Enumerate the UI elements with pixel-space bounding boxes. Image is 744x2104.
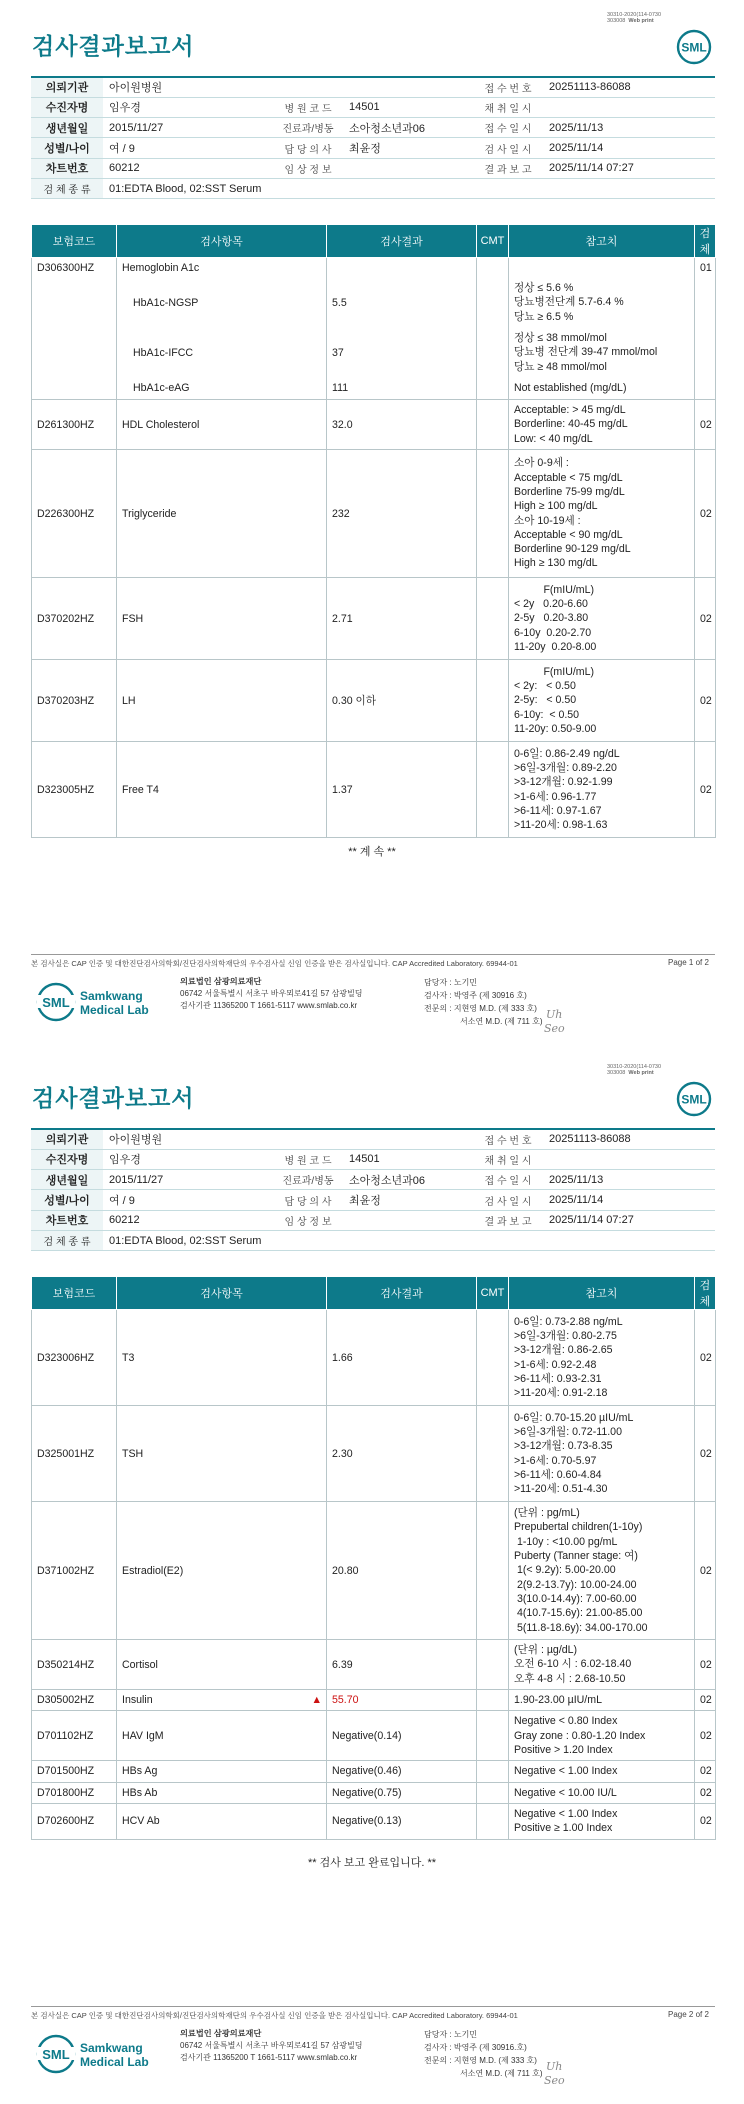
- row-item: Triglyceride: [117, 450, 327, 578]
- doctor-value: 최윤정: [343, 1190, 473, 1210]
- row-cmt: [477, 1761, 509, 1782]
- row-specimen: 02: [695, 1310, 716, 1406]
- row-ref: 정상 ≤ 5.6 % 당뇨병전단계 5.7-6.4 % 당뇨 ≥ 6.5 %: [509, 278, 695, 328]
- row-result: 111: [327, 378, 477, 400]
- row-code: D701102HZ: [32, 1711, 117, 1761]
- report-page-2: [0, 1052, 744, 2104]
- row-result: [327, 1406, 477, 1502]
- dept-label: 진료과/병동: [273, 1170, 343, 1190]
- specimen-label: 검 체 종 류: [31, 1230, 103, 1250]
- footer-lab-info: [180, 2028, 363, 2064]
- staff-manager: 담당자 : 노기민: [424, 978, 478, 987]
- sml-logo-icon: [675, 1080, 713, 1118]
- dept-value: 소아청소년과06: [343, 1170, 473, 1190]
- item-label: Insulin: [122, 1694, 153, 1707]
- collect-date-value: [543, 97, 715, 117]
- hospital-code-label: 병 원 코 드: [273, 1149, 343, 1169]
- row-ref: (단위 : pg/mL) Prepubertal children(1-10y) 1-10y : <10.00 pg/mL Puberty (Tanner stage: 여) 1(< 9.2y): 5.00-20.00 2(9.2-13.7y): 10.00-24.00 3(10.0-14.4y): 7.00-60.00 4(10.7-15.6y): 21.00-85.00 5(11.8-18.6y): 34.00-170.00: [509, 1502, 695, 1640]
- institution-value: 아이원병원: [103, 77, 473, 97]
- row-item: HbA1c-eAG: [117, 378, 327, 400]
- row-result: 37: [327, 328, 477, 378]
- row-code: D323006HZ: [32, 1310, 117, 1406]
- footer-divider: [31, 2006, 715, 2007]
- report-date-label: 결 과 보 고: [473, 1210, 543, 1230]
- staff-specialist-1: 전문의 : 지현영 M.D. (제 333 호): [424, 2056, 537, 2065]
- row-code: D701500HZ: [32, 1761, 117, 1782]
- report-date-label: 결 과 보 고: [473, 158, 543, 178]
- row-code: D305002HZ: [32, 1690, 117, 1711]
- report-date-value: 2025/11/14 07:27: [543, 158, 715, 178]
- row-code: D350214HZ: [32, 1640, 117, 1690]
- form-code-web: Web print: [628, 1070, 654, 1076]
- row-specimen: 02: [695, 1690, 716, 1711]
- row-code: D323005HZ: [32, 742, 117, 838]
- col-header-cmt: CMT: [477, 1277, 509, 1310]
- row-code: D370203HZ: [32, 660, 117, 742]
- footer-staff: [424, 976, 543, 1028]
- dept-label: 진료과/병동: [273, 118, 343, 138]
- row-result: 2.71: [327, 578, 477, 660]
- col-header-item: 검사항목: [117, 1277, 327, 1310]
- form-code-web: Web print: [628, 18, 654, 24]
- result-value: 6.39: [332, 1658, 353, 1671]
- lab-address: 06742 서울특별시 서초구 바우뫼로41길 57 삼광빌딩: [180, 2041, 363, 2050]
- sex-age-label: 성별/나이: [31, 138, 103, 158]
- dob-value: 2015/11/27: [103, 118, 273, 138]
- row-specimen: 02: [695, 660, 716, 742]
- form-code-number: 303008: [607, 18, 626, 24]
- row-cmt: [477, 1640, 509, 1690]
- col-header-cmt: CMT: [477, 225, 509, 258]
- result-value: 2.30: [332, 1447, 353, 1460]
- row-specimen: 02: [695, 1640, 716, 1690]
- clinical-value: [343, 158, 473, 178]
- name-value: 임우경: [103, 97, 273, 117]
- test-date-label: 검 사 일 시: [473, 1190, 543, 1210]
- row-item: Hemoglobin A1c: [117, 258, 327, 278]
- row-result: [327, 258, 477, 278]
- row-ref: Acceptable: > 45 mg/dL Borderline: 40-45 mg/dL Low: < 40 mg/dL: [509, 400, 695, 450]
- dob-label: 생년월일: [31, 118, 103, 138]
- patient-info-table: [31, 1128, 715, 1251]
- result-value: Negative(0.14): [332, 1729, 402, 1742]
- logo-text: SML: [681, 40, 707, 55]
- row-cmt: [477, 742, 509, 838]
- row-ref: (단위 : µg/dL) 오전 6-10 시 : 6.02-18.40 오후 4-8 시 : 2.68-10.50: [509, 1640, 695, 1690]
- row-item: Cortisol: [117, 1640, 327, 1690]
- row-item: T3: [117, 1310, 327, 1406]
- results-table-page-2: [31, 1276, 716, 1840]
- row-item: [117, 1690, 327, 1711]
- row-result: [327, 1502, 477, 1640]
- row-item: HAV IgM: [117, 1711, 327, 1761]
- row-specimen: [695, 328, 716, 378]
- dept-value: 소아청소년과06: [343, 118, 473, 138]
- row-specimen: 02: [695, 1711, 716, 1761]
- page-number: Page 1 of 2: [668, 958, 709, 967]
- col-header-specimen: 검체: [695, 225, 716, 258]
- sml-logo-icon: [675, 28, 713, 66]
- logo-text: SML: [681, 1092, 707, 1107]
- row-cmt: [477, 1310, 509, 1406]
- chart-label: 차트번호: [31, 1210, 103, 1230]
- row-cmt: [477, 1690, 509, 1711]
- row-result: [327, 1310, 477, 1406]
- form-code-number: 303008: [607, 1070, 626, 1076]
- row-cmt: [477, 278, 509, 328]
- row-item: HBs Ag: [117, 1761, 327, 1782]
- row-code: D325001HZ: [32, 1406, 117, 1502]
- row-cmt: [477, 1782, 509, 1803]
- row-specimen: 02: [695, 1406, 716, 1502]
- row-code: D306300HZ: [32, 258, 117, 278]
- name-label: 수진자명: [31, 97, 103, 117]
- chart-label: 차트번호: [31, 158, 103, 178]
- row-specimen: 01: [695, 258, 716, 278]
- logo-text: SML: [42, 995, 70, 1010]
- row-result: [327, 1782, 477, 1803]
- row-specimen: 02: [695, 1761, 716, 1782]
- row-code: D261300HZ: [32, 400, 117, 450]
- row-ref: F(mIU/mL) < 2y: < 0.50 2-5y: < 0.50 6-10y: < 0.50 11-20y: 0.50-9.00: [509, 660, 695, 742]
- receipt-no-label: 접 수 번 호: [473, 1129, 543, 1149]
- row-ref: F(mIU/mL) < 2y 0.20-6.60 2-5y 0.20-3.80 6-10y 0.20-2.70 11-20y 0.20-8.00: [509, 578, 695, 660]
- signature-2: Seo: [544, 1022, 565, 1035]
- staff-specialist-2: 서소연 M.D. (제 711 호): [460, 2069, 543, 2078]
- receipt-no-label: 접 수 번 호: [473, 77, 543, 97]
- row-item: FSH: [117, 578, 327, 660]
- staff-tester: 검사자 : 박영주 (제 30916 호): [424, 991, 527, 1000]
- report-title: 검사결과보고서: [32, 33, 195, 59]
- page-number: Page 2 of 2: [668, 2010, 709, 2019]
- row-specimen: 02: [695, 742, 716, 838]
- form-code-line: [607, 18, 661, 24]
- row-ref: 0-6일: 0.86-2.49 ng/dL >6일-3개월: 0.89-2.20 >3-12개월: 0.92-1.99 >1-6세: 0.96-1.77 >6-11세: 0.97-1.67 >11-20세: 0.98-1.63: [509, 742, 695, 838]
- row-cmt: [477, 1711, 509, 1761]
- test-date-label: 검 사 일 시: [473, 138, 543, 158]
- row-ref: 정상 ≤ 38 mmol/mol 당뇨병 전단계 39-47 mmol/mol 당뇨 ≥ 48 mmol/mol: [509, 328, 695, 378]
- row-specimen: 02: [695, 578, 716, 660]
- row-item: Free T4: [117, 742, 327, 838]
- row-cmt: [477, 378, 509, 400]
- row-specimen: 02: [695, 1502, 716, 1640]
- lab-address: 06742 서울특별시 서초구 바우뫼로41길 57 삼광빌딩: [180, 989, 363, 998]
- row-code: D371002HZ: [32, 1502, 117, 1640]
- row-result: [327, 1711, 477, 1761]
- row-code: [32, 378, 117, 400]
- receipt-date-label: 접 수 일 시: [473, 1170, 543, 1190]
- high-flag-icon: ▲: [311, 1694, 322, 1707]
- signature-1: Uh: [546, 2060, 563, 2073]
- lab-org: 의료법인 삼광의료재단: [180, 977, 262, 986]
- row-ref: [509, 258, 695, 278]
- row-specimen: 02: [695, 400, 716, 450]
- dob-label: 생년월일: [31, 1170, 103, 1190]
- clinical-label: 임 상 정 보: [273, 158, 343, 178]
- signature-2: Seo: [544, 2074, 565, 2087]
- footer-divider: [31, 954, 715, 955]
- chart-value: 60212: [103, 158, 273, 178]
- report-complete-text: ** 검사 보고 완료입니다. **: [307, 1857, 437, 1869]
- receipt-no-value: 20251113-86088: [543, 1129, 715, 1149]
- row-code: D226300HZ: [32, 450, 117, 578]
- result-value: Negative(0.46): [332, 1765, 402, 1778]
- col-header-code: 보험코드: [32, 225, 117, 258]
- patient-info-table: [31, 76, 715, 199]
- institution-label: 의뢰기관: [31, 77, 103, 97]
- lab-name-line-1: Samkwang: [80, 2041, 143, 2055]
- row-item: HbA1c-IFCC: [117, 328, 327, 378]
- row-item: HBs Ab: [117, 1782, 327, 1803]
- receipt-date-value: 2025/11/13: [543, 118, 715, 138]
- row-result: 32.0: [327, 400, 477, 450]
- lab-contact: 검사기관 11365200 T 1661-5117 www.smlab.co.kr: [180, 1001, 358, 1010]
- staff-manager: 담당자 : 노기민: [424, 2030, 478, 2039]
- name-label: 수진자명: [31, 1149, 103, 1169]
- row-result: [327, 1761, 477, 1782]
- row-result: 0.30 이하: [327, 660, 477, 742]
- hospital-code-value: 14501: [343, 1149, 473, 1169]
- report-title: 검사결과보고서: [32, 1085, 195, 1111]
- row-cmt: [477, 1502, 509, 1640]
- test-date-value: 2025/11/14: [543, 1190, 715, 1210]
- row-result: 1.37: [327, 742, 477, 838]
- chart-value: 60212: [103, 1210, 273, 1230]
- receipt-date-label: 접 수 일 시: [473, 118, 543, 138]
- row-ref: Negative < 0.80 Index Gray zone : 0.80-1.20 Index Positive > 1.20 Index: [509, 1711, 695, 1761]
- lab-name-line-2: Medical Lab: [80, 2055, 149, 2069]
- lab-org: 의료법인 삼광의료재단: [180, 2029, 262, 2038]
- specimen-value: 01:EDTA Blood, 02:SST Serum: [103, 178, 715, 198]
- col-header-result: 검사결과: [327, 225, 477, 258]
- row-ref: Negative < 10.00 IU/L: [509, 1782, 695, 1803]
- row-cmt: [477, 450, 509, 578]
- row-result: [327, 1640, 477, 1690]
- row-cmt: [477, 400, 509, 450]
- hospital-code-value: 14501: [343, 97, 473, 117]
- form-code-line: 30310-2020(114-0730: [607, 12, 662, 18]
- sex-age-value: 여 / 9: [103, 138, 273, 158]
- doctor-label: 담 당 의 사: [273, 1190, 343, 1210]
- footer-lab-info: [180, 976, 363, 1012]
- institution-value: 아이원병원: [103, 1129, 473, 1149]
- collect-date-label: 채 취 일 시: [473, 97, 543, 117]
- col-header-item: 검사항목: [117, 225, 327, 258]
- row-code: [32, 278, 117, 328]
- specimen-label: 검 체 종 류: [31, 178, 103, 198]
- dob-value: 2015/11/27: [103, 1170, 273, 1190]
- col-header-specimen: 검체: [695, 1277, 716, 1310]
- row-code: [32, 328, 117, 378]
- row-specimen: [695, 278, 716, 328]
- staff-specialist-2: 서소연 M.D. (제 711 호): [460, 1017, 543, 1026]
- row-ref: Negative < 1.00 Index Positive ≥ 1.00 Index: [509, 1803, 695, 1839]
- collect-date-label: 채 취 일 시: [473, 1149, 543, 1169]
- lab-name-line-1: Samkwang: [80, 989, 143, 1003]
- samkwang-logo-icon: [36, 980, 166, 1024]
- row-result: 232: [327, 450, 477, 578]
- row-item: TSH: [117, 1406, 327, 1502]
- result-value: 20.80: [332, 1564, 359, 1577]
- row-specimen: 02: [695, 1803, 716, 1839]
- form-code-line: 30310-2020(114-0730: [607, 1064, 662, 1070]
- col-header-result: 검사결과: [327, 1277, 477, 1310]
- row-item: HbA1c-NGSP: [117, 278, 327, 328]
- form-code: [607, 1064, 661, 1076]
- staff-specialist-1: 전문의 : 지현영 M.D. (제 333 호): [424, 1004, 537, 1013]
- clinical-label: 임 상 정 보: [273, 1210, 343, 1230]
- logo-text: SML: [42, 2047, 70, 2062]
- row-cmt: [477, 1406, 509, 1502]
- result-value: 1.66: [332, 1351, 353, 1364]
- institution-label: 의뢰기관: [31, 1129, 103, 1149]
- row-code: D370202HZ: [32, 578, 117, 660]
- doctor-value: 최윤정: [343, 138, 473, 158]
- receipt-no-value: 20251113-86088: [543, 77, 715, 97]
- row-result: [327, 1803, 477, 1839]
- row-cmt: [477, 578, 509, 660]
- row-specimen: [695, 378, 716, 400]
- row-ref: 0-6일: 0.70-15.20 µIU/mL >6일-3개월: 0.72-11.00 >3-12개월: 0.73-8.35 >1-6세: 0.70-5.97 >6-11세: 0.60-4.84 >11-20세: 0.51-4.30: [509, 1406, 695, 1502]
- footer-note: 본 검사실은 CAP 인증 및 대한진단검사의학회/진단검사의학재단의 우수검사실 신임 인증을 받은 검사실입니다. CAP Accredited Laboratory. 69944-01: [31, 2011, 518, 2020]
- row-ref: 1.90-23.00 µIU/mL: [509, 1690, 695, 1711]
- test-date-value: 2025/11/14: [543, 138, 715, 158]
- footer-staff: [424, 2028, 543, 2080]
- lab-name-line-2: Medical Lab: [80, 1003, 149, 1017]
- row-code: D702600HZ: [32, 1803, 117, 1839]
- specimen-value: 01:EDTA Blood, 02:SST Serum: [103, 1230, 715, 1250]
- col-header-ref: 참고치: [509, 1277, 695, 1310]
- row-result: 5.5: [327, 278, 477, 328]
- row-specimen: 02: [695, 1782, 716, 1803]
- signature-1: Uh: [546, 1008, 563, 1021]
- doctor-label: 담 당 의 사: [273, 138, 343, 158]
- results-table-page-1: [31, 224, 716, 838]
- hospital-code-label: 병 원 코 드: [273, 97, 343, 117]
- staff-tester: 검사자 : 박영주 (제 30916.호): [424, 2043, 527, 2052]
- result-value: Negative(0.13): [332, 1815, 402, 1828]
- sex-age-value: 여 / 9: [103, 1190, 273, 1210]
- row-ref: Not established (mg/dL): [509, 378, 695, 400]
- row-item: HCV Ab: [117, 1803, 327, 1839]
- collect-date-value: [543, 1149, 715, 1169]
- row-ref: Negative < 1.00 Index: [509, 1761, 695, 1782]
- col-header-code: 보험코드: [32, 1277, 117, 1310]
- row-cmt: [477, 258, 509, 278]
- row-cmt: [477, 1803, 509, 1839]
- form-code: [607, 12, 661, 24]
- row-ref: 0-6일: 0.73-2.88 ng/mL >6일-3개월: 0.80-2.75 >3-12개월: 0.86-2.65 >1-6세: 0.92-2.48 >6-11세: 0.93-2.31 >11-20세: 0.91-2.18: [509, 1310, 695, 1406]
- receipt-date-value: 2025/11/13: [543, 1170, 715, 1190]
- result-value: 55.70: [332, 1694, 359, 1707]
- col-header-ref: 참고치: [509, 225, 695, 258]
- lab-contact: 검사기관 11365200 T 1661-5117 www.smlab.co.kr: [180, 2053, 358, 2062]
- continue-text: ** 계 속 **: [348, 846, 396, 858]
- footer-note: 본 검사실은 CAP 인증 및 대한진단검사의학회/진단검사의학재단의 우수검사실 신임 인증을 받은 검사실입니다. CAP Accredited Laboratory. 69944-01: [31, 959, 518, 968]
- samkwang-logo-icon: [36, 2032, 166, 2076]
- result-value: Negative(0.75): [332, 1786, 402, 1799]
- row-cmt: [477, 660, 509, 742]
- row-item: HDL Cholesterol: [117, 400, 327, 450]
- row-cmt: [477, 328, 509, 378]
- row-ref: 소아 0-9세 : Acceptable < 75 mg/dL Borderline 75-99 mg/dL High ≥ 100 mg/dL 소아 10-19세 : Acceptable < 90 mg/dL Borderline 90-129 mg/dL High ≥ 130 mg/dL: [509, 450, 695, 578]
- clinical-value: [343, 1210, 473, 1230]
- row-result: [327, 1690, 477, 1711]
- form-code-line: [607, 1070, 661, 1076]
- row-specimen: 02: [695, 450, 716, 578]
- name-value: 임우경: [103, 1149, 273, 1169]
- row-item: LH: [117, 660, 327, 742]
- row-code: D701800HZ: [32, 1782, 117, 1803]
- report-date-value: 2025/11/14 07:27: [543, 1210, 715, 1230]
- row-item: Estradiol(E2): [117, 1502, 327, 1640]
- sex-age-label: 성별/나이: [31, 1190, 103, 1210]
